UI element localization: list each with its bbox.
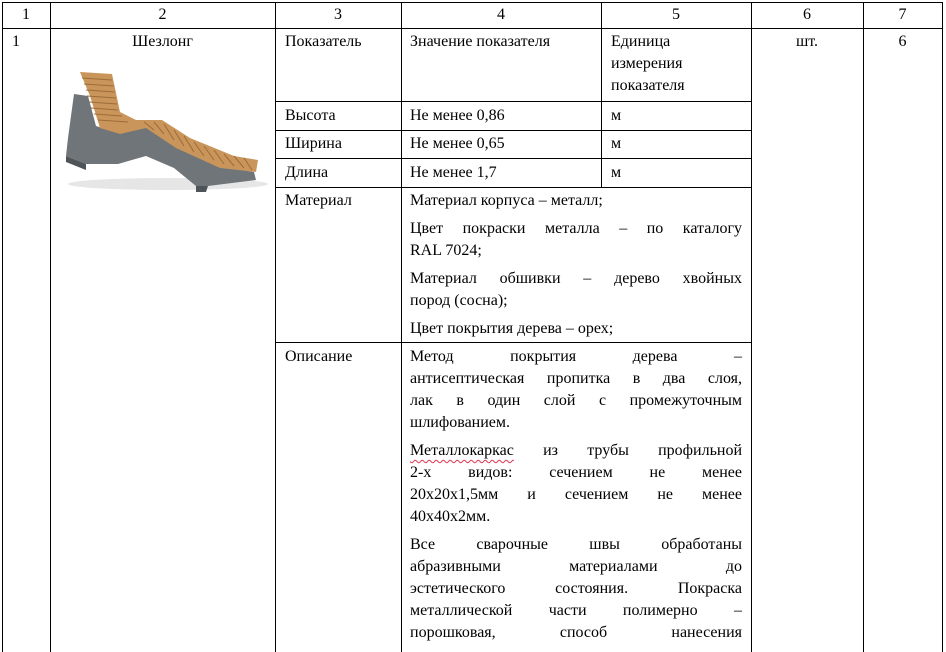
grid-line [275,187,752,188]
material-text [410,190,742,340]
grid-line [942,2,943,652]
unit-header-line-3: показателя [611,77,685,94]
spec-value: Не менее 1,7 [410,164,497,181]
description-text [410,346,742,644]
description-line: Все сварочные швы обработаны [410,536,742,553]
grid-line [275,342,752,343]
grid-line [275,130,752,131]
description-line: 40х40х2мм. [410,508,491,525]
grid-line [601,2,602,188]
description-line: антисептическая пропитка в два слоя, [410,370,742,387]
grid-line [863,2,864,652]
spec-name: Длина [285,164,329,181]
quantity-value: 6 [898,33,907,50]
header-col-2: 2 [158,6,167,23]
material-line: Материал обшивки – дерево хвойных [410,270,742,287]
grid-line [2,2,943,3]
spec-unit: м [611,107,622,124]
spec-name: Высота [285,107,336,124]
description-label: Описание [285,348,353,365]
unit-header-line-1: Единица [611,33,671,50]
grid-line [2,28,943,29]
row-number: 1 [12,33,20,50]
grid-line [751,2,752,652]
unit-value: шт. [795,33,819,50]
material-line: Цвет покраски металла – по каталогу [410,220,742,237]
indicator-header: Показатель [285,33,362,50]
header-col-1: 1 [22,6,30,23]
value-header: Значение показателя [410,33,551,50]
grid-line [275,101,752,102]
description-fragment: из трубы профильной [513,442,742,459]
item-name: Шезлонг [132,33,193,50]
material-line: RAL 7024; [410,242,482,259]
spec-value: Не менее 0,86 [410,107,505,124]
grid-line [275,158,752,159]
grid-line [275,2,276,652]
header-col-3: 3 [334,6,342,23]
grid-line [401,2,402,652]
material-line: пород (сосна); [410,292,508,309]
spec-value: Не менее 0,65 [410,135,505,152]
header-col-4: 4 [497,6,505,23]
material-line: Цвет покрытия дерева – орех; [410,320,614,337]
material-label: Материал [285,192,352,209]
description-line: порошковая, способ нанесения [410,624,742,641]
header-col-6: 6 [803,6,811,23]
material-line: Материал корпуса – металл; [410,192,603,209]
description-line: эстетического состояния. Покраска [410,580,742,597]
spec-name: Ширина [285,135,342,152]
description-line: 2-х видов: сечением не менее [410,464,742,481]
description-line: 20х20х1,5мм и сечением не менее [410,486,742,503]
spec-unit: м [611,164,622,181]
grid-line [2,2,3,652]
spellcheck-word[interactable]: Металлокаркас [410,442,514,459]
grid-line [50,2,51,652]
spec-unit: м [611,135,622,152]
header-col-7: 7 [898,6,907,23]
description-line: металлической части полимерно – [410,602,742,619]
header-col-5: 5 [672,6,680,23]
description-line: Метод покрытия дерева – [410,348,742,365]
description-line: лак в один слой с промежуточным [410,392,742,409]
description-line: шлифованием. [410,414,511,431]
description-line [410,440,742,462]
unit-header-line-2: измерения [611,55,683,72]
description-line: абразивными материалами до [410,558,742,575]
chaise-lounge-image [58,68,270,192]
